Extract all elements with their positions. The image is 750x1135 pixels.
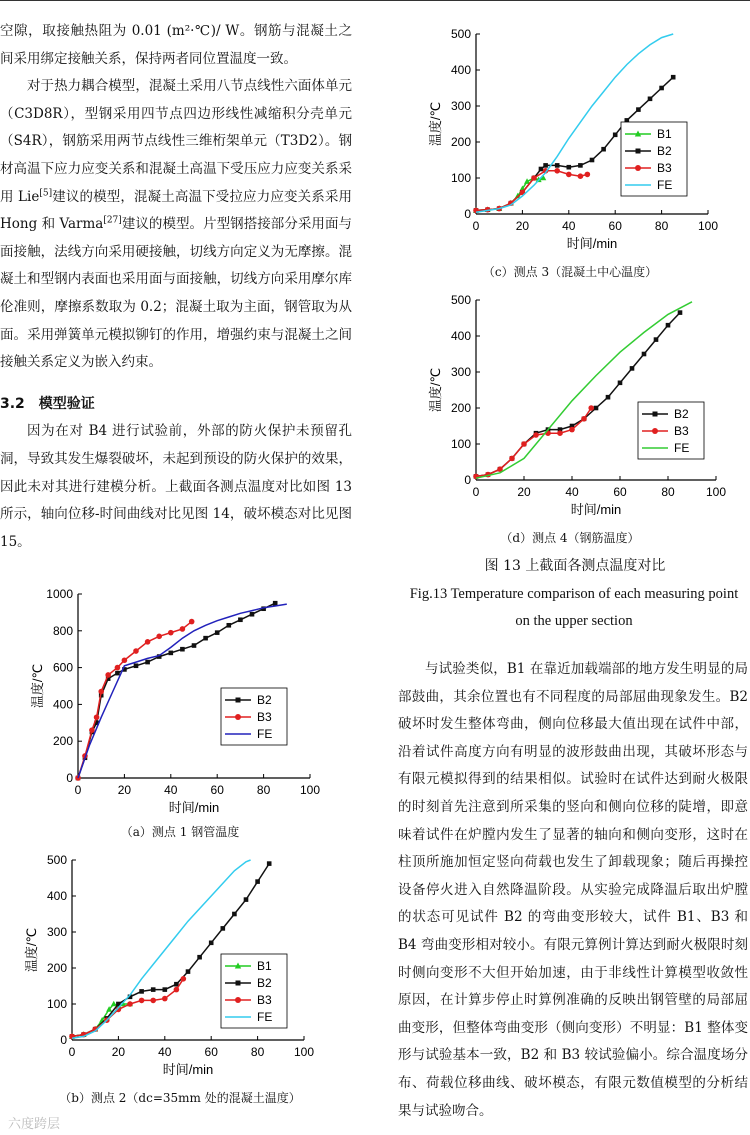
x-tick-label: 60	[204, 1045, 218, 1059]
legend-label: B1	[657, 127, 672, 141]
legend-label: B2	[257, 693, 272, 707]
x-tick-label: 40	[164, 783, 178, 797]
data-point	[192, 643, 197, 648]
legend-marker	[236, 981, 241, 986]
y-tick-label: 800	[52, 623, 73, 638]
x-tick-label: 0	[74, 783, 82, 797]
watermark: 六度跨层	[8, 1117, 61, 1132]
y-tick-label: 200	[52, 734, 73, 749]
left-column	[0, 18, 352, 556]
citation: [27]	[103, 215, 122, 226]
data-point	[145, 639, 151, 645]
y-tick-label: 200	[450, 401, 471, 415]
paragraph: 与试验类似，B1 在靠近加载端部的地方发生明显的局部鼓曲，其余位置也有不同程度的局部屈曲现象发生。B2 破坏时发生整体弯曲，侧向位移最大值出现在试件中部，沿着试件高度方向有明显的波形鼓曲出现，其破坏形态与有限元模拟得到的结果相似。试验时在试件达到耐火极限的时刻首先注意到所采集的竖向和侧向位移的陡增，即意味着试件在炉膛内发生了显著的轴向和侧向变形，这时在柱顶所施加恒定竖向荷载也发生了卸载现象；随后再操控设备停火进入自然降温阶段。从实验完成降温后取出炉膛的状态可见试件 B2 的弯曲变形较大，试件 B1、B3 和 B4 弯曲变形相对较小。有限元算例计算达到耐火极限时刻时侧向变形不大但开始加速，由于非线性计算模型收敛性原因，在计算步停止时算例准确的反映出钢管壁的局部屈曲变形，但整体弯曲变形（侧向变形）不明显：B1 整体变形与试验基本一致，B2 和 B3 较试验偏小。综合温度场分布、荷载位移曲线、破坏模态，有限元数值模型的分析结果与试验吻合。	[398, 661, 748, 1119]
y-tick-label: 0	[60, 1033, 67, 1047]
x-tick-label: 100	[293, 1045, 315, 1059]
y-axis-label: 温度/℃	[30, 663, 45, 709]
x-tick-label: 80	[661, 485, 675, 499]
data-point	[209, 941, 214, 946]
y-axis-label: 温度/℃	[24, 927, 39, 973]
paragraph	[0, 73, 352, 377]
data-point	[557, 430, 563, 436]
x-axis-label: 时间/min	[566, 236, 618, 251]
y-tick-label: 500	[450, 293, 471, 307]
data-point	[122, 657, 128, 663]
x-tick-label: 60	[210, 783, 224, 797]
chart-d	[420, 288, 730, 524]
data-point	[232, 912, 237, 917]
data-point	[89, 727, 95, 733]
data-point	[630, 366, 635, 371]
legend-marker	[636, 149, 641, 154]
data-point	[94, 714, 100, 720]
data-point	[543, 163, 548, 168]
data-point	[174, 987, 180, 993]
data-point	[636, 107, 641, 112]
y-tick-label: 500	[450, 27, 471, 41]
data-point	[509, 456, 515, 462]
data-point	[671, 75, 676, 80]
legend-label: B3	[257, 993, 272, 1007]
y-tick-label: 300	[450, 365, 471, 379]
legend-label: FE	[257, 727, 273, 741]
data-point	[150, 998, 156, 1004]
legend-label: B1	[257, 959, 272, 973]
data-point	[588, 405, 594, 411]
data-point	[180, 626, 186, 632]
y-tick-label: 200	[450, 135, 471, 149]
data-point	[578, 173, 584, 179]
data-point	[244, 897, 249, 902]
data-point	[163, 987, 168, 992]
y-tick-label: 400	[450, 63, 471, 77]
data-point	[594, 406, 599, 411]
data-point	[156, 634, 162, 640]
data-point	[186, 969, 191, 974]
data-point	[115, 671, 120, 676]
chart-caption: （a）测点 1 钢管温度	[120, 825, 240, 839]
data-point	[578, 163, 583, 168]
data-point	[180, 647, 185, 652]
section-heading: 3.2 模型验证	[0, 395, 95, 412]
data-point	[162, 996, 168, 1002]
data-point	[127, 1001, 133, 1007]
data-point	[601, 147, 606, 152]
data-point	[273, 601, 278, 606]
legend-marker	[653, 412, 658, 417]
x-tick-label: 0	[472, 485, 480, 499]
data-point	[555, 163, 560, 168]
data-point	[168, 630, 174, 636]
legend-label: B2	[657, 144, 672, 158]
data-point	[666, 323, 671, 328]
x-tick-label: 100	[705, 485, 727, 499]
data-point	[581, 416, 587, 422]
y-tick-label: 400	[46, 889, 67, 903]
data-point	[139, 989, 144, 994]
data-point	[111, 1001, 117, 1007]
legend-label: B2	[674, 407, 689, 421]
data-point	[203, 636, 208, 641]
x-tick-label: 80	[250, 1045, 265, 1059]
figure-caption-en	[398, 581, 750, 635]
x-tick-label: 20	[517, 485, 531, 499]
data-point	[654, 337, 659, 342]
y-tick-label: 300	[450, 99, 471, 113]
legend-label: B3	[674, 424, 689, 438]
y-tick-label: 0	[66, 771, 73, 785]
legend-label: B3	[657, 161, 672, 175]
text-run: 建议的模型。片型钢搭接部分采用面与面接触，法线方向采用硬接触，切线方向定义为无摩擦。混凝土和型钢内表面也采用面与面接触，切线方向采用摩尔库伦准则，摩擦系数取为 0.2；混凝土取为主面，钢管取为从面。采用弹簧单元模拟铆钉的作用，增强约束与混凝土之间接触关系定义为嵌入约束。	[0, 216, 353, 371]
y-tick-label: 0	[464, 207, 471, 221]
y-tick-label: 100	[46, 997, 67, 1011]
legend-label: FE	[657, 178, 673, 192]
legend-marker	[652, 428, 658, 434]
data-point	[169, 651, 174, 656]
data-point	[115, 665, 121, 671]
data-point	[569, 427, 575, 433]
data-point	[648, 97, 653, 102]
legend-label: B3	[257, 710, 272, 724]
data-point	[250, 612, 255, 617]
data-point	[566, 172, 572, 178]
legend-marker	[235, 714, 241, 720]
x-tick-label: 80	[256, 783, 271, 797]
data-point	[521, 441, 527, 447]
data-point	[678, 310, 683, 315]
right-column	[398, 656, 748, 1125]
data-point	[189, 619, 195, 625]
x-axis-label: 时间/min	[168, 800, 220, 815]
chart-caption: （d）测点 4（钢筋温度）	[500, 531, 640, 545]
y-tick-label: 400	[52, 697, 73, 712]
data-point	[227, 623, 232, 628]
y-tick-label: 300	[46, 925, 67, 939]
chart-c	[420, 22, 720, 262]
series-line-B3	[476, 408, 591, 476]
page-top-rule	[0, 0, 750, 1]
legend-marker	[236, 698, 241, 703]
y-tick-label: 0	[464, 473, 471, 487]
x-axis-label: 时间/min	[162, 1062, 214, 1077]
legend-marker	[635, 165, 641, 171]
data-point	[539, 167, 544, 172]
data-point	[255, 879, 260, 884]
x-tick-label: 100	[299, 783, 320, 797]
y-tick-label: 100	[450, 171, 471, 185]
x-tick-label: 40	[158, 1045, 172, 1059]
y-axis-label: 温度/℃	[428, 367, 443, 413]
data-point	[567, 165, 572, 170]
data-point	[590, 158, 595, 163]
data-point	[134, 663, 139, 668]
y-tick-label: 100	[450, 437, 471, 451]
legend-marker	[235, 997, 241, 1003]
paragraph: 空隙，取接触热阻为 0.01 (m²·℃)/ W。钢筋与混凝土之间采用绑定接触关系，保持两者同位置温度一致。	[0, 23, 352, 67]
x-tick-label: 0	[472, 219, 480, 233]
text-run: 建议的模型，混凝土高温下受拉应力应变关系采用 Hong 和 Varma	[0, 188, 352, 233]
data-point	[606, 395, 611, 400]
x-tick-label: 20	[515, 219, 530, 233]
citation: [5]	[39, 188, 53, 199]
x-tick-label: 60	[608, 219, 622, 233]
data-point	[221, 926, 226, 931]
paragraph: 因为在对 B4 进行试验前，外部的防火保护未预留孔洞，导致其发生爆裂破坏，未起到预设的防火保护的效果，因此未对其进行建模分析。上截面各测点温度对比如图 13 所示，轴向位移-时间曲线对比见图 14，破坏模态对比见图 15。	[0, 423, 352, 550]
chart-caption: （c）测点 3（混凝土中心温度）	[482, 265, 658, 279]
x-tick-label: 20	[117, 783, 132, 797]
data-point	[267, 861, 272, 866]
data-point	[533, 432, 539, 438]
data-point	[215, 630, 220, 635]
data-point	[98, 689, 104, 695]
y-tick-label: 1000	[46, 587, 73, 601]
y-tick-label: 400	[450, 329, 471, 343]
x-tick-label: 20	[111, 1045, 126, 1059]
data-point	[554, 168, 560, 174]
data-point	[618, 381, 623, 386]
legend-label: FE	[257, 1010, 273, 1024]
chart-b	[20, 848, 320, 1088]
data-point	[139, 998, 145, 1004]
data-point	[642, 352, 647, 357]
chart-caption: （b）测点 2（dc=35mm 处的混凝土温度）	[59, 1091, 301, 1105]
data-point	[145, 660, 150, 665]
data-point	[613, 133, 618, 138]
legend-label: FE	[674, 441, 690, 455]
caption-line: on the upper section	[515, 613, 633, 629]
figure-caption-cn: 图 13 上截面各测点温度对比	[484, 558, 666, 574]
y-tick-label: 600	[52, 660, 73, 675]
x-axis-label: 时间/min	[570, 502, 622, 517]
data-point	[151, 987, 156, 992]
x-tick-label: 80	[654, 219, 669, 233]
y-tick-label: 500	[46, 853, 67, 867]
data-point	[133, 648, 139, 654]
y-tick-label: 200	[46, 961, 67, 975]
data-point	[105, 672, 111, 678]
text-run: 对于热力耦合模型，混凝土采用八节点线性六面体单元（C3D8R），型钢采用四节点四边形线性减缩积分壳单元（S4R），钢筋采用两节点线性三维桁架单元（T3D2）。钢材高温下应力应变关系和混凝土高温下受压应力应变关系采用 Lie	[0, 78, 352, 205]
x-tick-label: 40	[562, 219, 576, 233]
x-tick-label: 100	[697, 219, 719, 233]
chart-a	[20, 582, 320, 822]
legend-label: B2	[257, 976, 272, 990]
y-axis-label: 温度/℃	[428, 101, 443, 147]
data-point	[181, 976, 187, 982]
x-tick-label: 60	[613, 485, 627, 499]
data-point	[531, 175, 537, 181]
caption-line: Fig.13 Temperature comparison of each measuring point	[409, 586, 739, 602]
data-point	[659, 86, 664, 91]
data-point	[197, 955, 202, 960]
x-tick-label: 0	[68, 1045, 76, 1059]
x-tick-label: 40	[565, 485, 579, 499]
data-point	[585, 172, 591, 178]
data-point	[238, 617, 243, 622]
